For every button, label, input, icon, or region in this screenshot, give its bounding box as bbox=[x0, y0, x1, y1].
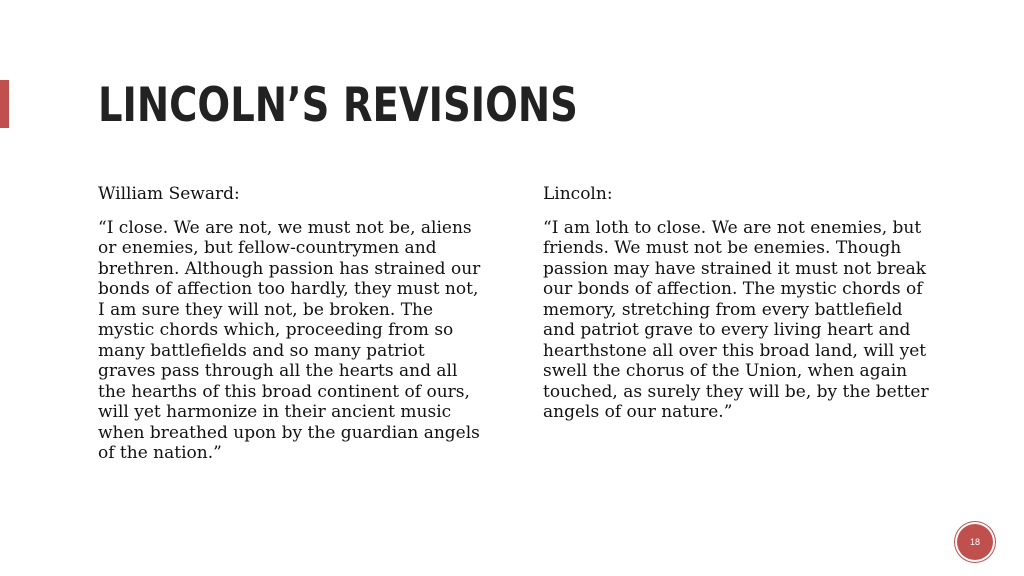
slide-title: LINCOLN’S REVISIONS bbox=[98, 78, 578, 133]
lincoln-heading: Lincoln: bbox=[543, 184, 613, 204]
seward-quote: “I close. We are not, we must not be, aliens or enemies, but fellow-countrymen and brethren. Although passion has strained our bonds of affection too hardly, they must not, I am sure they will not, be broken. The mystic chords which, proceeding from so many battlefields and so many patriot graves pass through all the hearts and all the hearths of this broad continent of ours, will yet harmonize in their ancient music when breathed upon by the guardian angels of the nation.” bbox=[98, 217, 481, 463]
slide-number: 18 bbox=[969, 537, 980, 547]
lincoln-column bbox=[543, 184, 938, 423]
slide-number-badge bbox=[957, 524, 993, 560]
seward-column bbox=[98, 184, 483, 464]
lincoln-quote: “I am loth to close. We are not enemies, but friends. We must not be enemies. Though passion may have strained it must not break our bonds of affection. The mystic chords of memory, stretching from every battlefield and patriot grave to every living heart and hearthstone all over this broad land, will yet swell the chorus of the Union, when again touched, as surely they will be, by the better angels of our nature.” bbox=[543, 217, 929, 422]
title-accent-bar bbox=[0, 80, 9, 128]
seward-heading: William Seward: bbox=[98, 184, 240, 204]
